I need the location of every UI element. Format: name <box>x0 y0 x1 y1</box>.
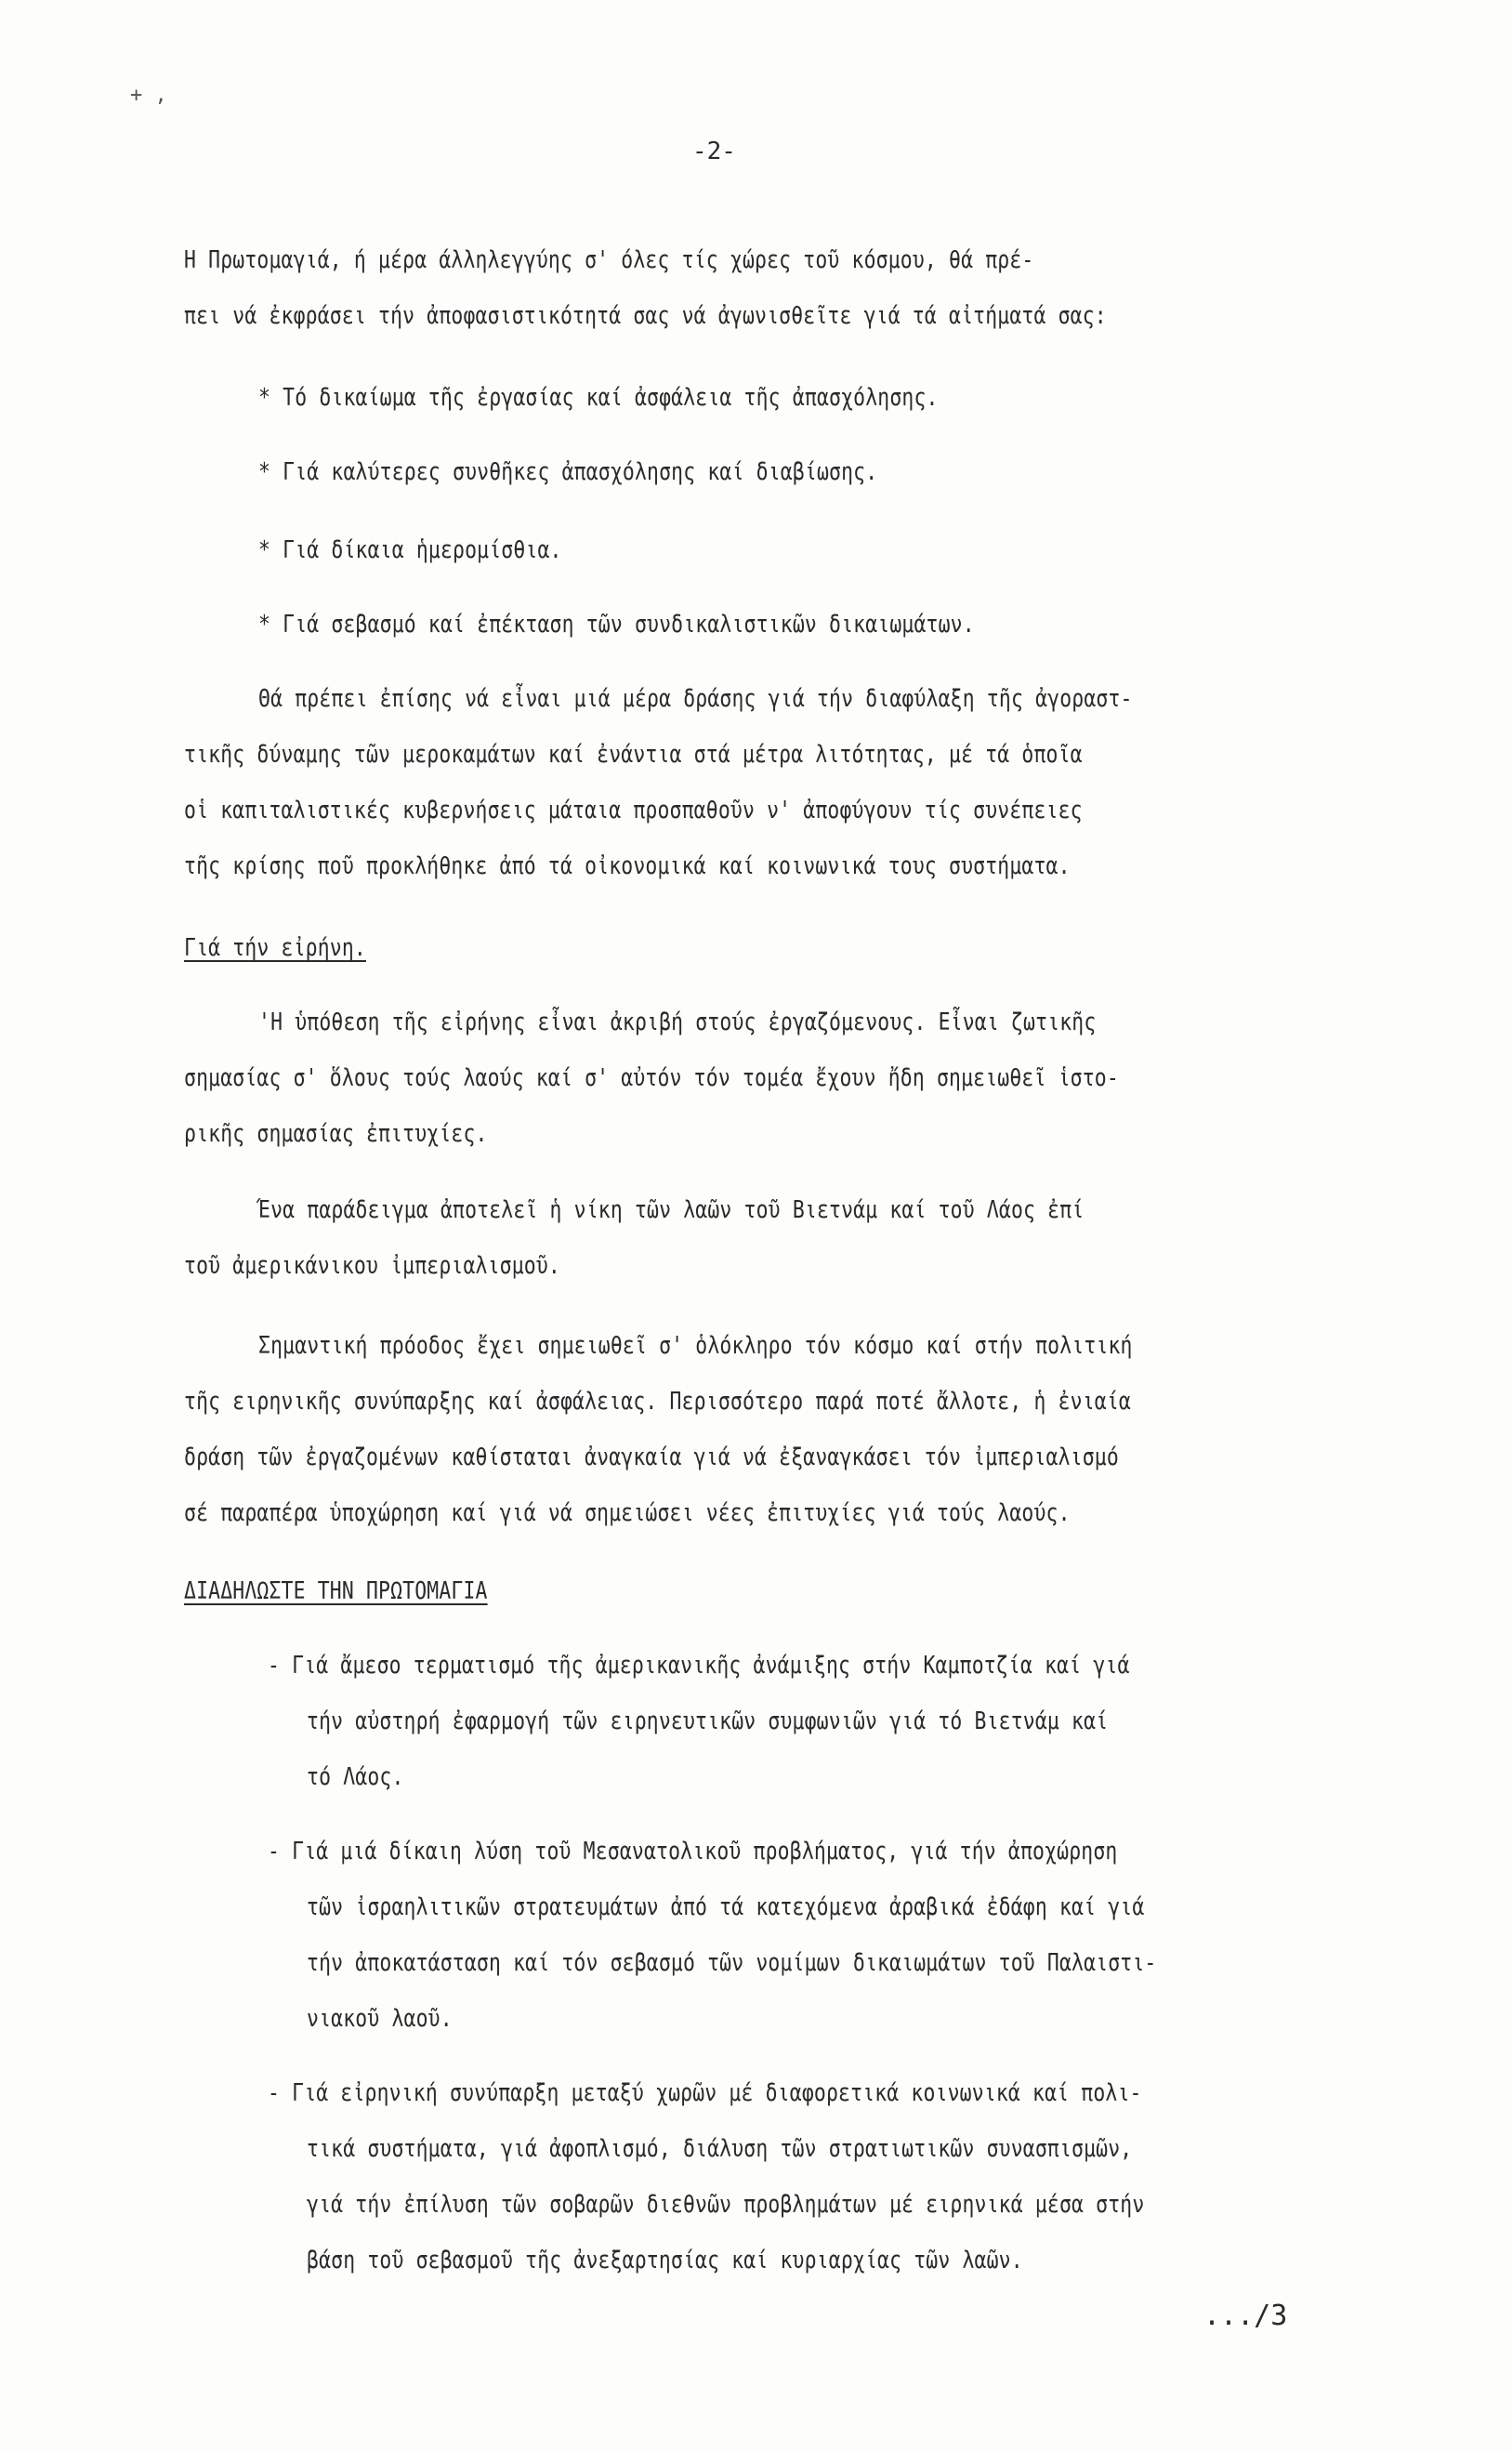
peace-p3-line-1: Σημαντική πρόοδος ἔχει σημειωθεῖ σ' ὁλόκληρο τόν κόσμο καί στήν πολιτική <box>258 1332 1133 1360</box>
dash-item-1-line-2: τήν αὐστηρή ἐφαρμογή τῶν ειρηνευτικῶν συμφωνιῶν γιά τό Βιετνάμ καί <box>307 1707 1109 1735</box>
dash-item-3-line-2: τικά συστήματα, γιά ἀφοπλισμό, διάλυση τῶν στρατιωτικῶν συνασπισμῶν, <box>307 2135 1133 2163</box>
peace-p1-line-2: σημασίας σ' ὅλους τούς λαούς καί σ' αὐτόν τόν τομέα ἔχουν ἤδη σημειωθεῖ ἱστο- <box>184 1064 1119 1092</box>
dash-item-3-line-3: γιά τήν ἐπίλυση τῶν σοβαρῶν διεθνῶν προβλημάτων μέ ειρηνικά μέσα στήν <box>307 2191 1145 2219</box>
peace-p2-line-2: τοῦ ἀμερικάνικου ἰμπεριαλισμοῦ. <box>184 1252 560 1280</box>
peace-p2-line-1: Ένα παράδειγμα ἀποτελεῖ ἡ νίκη τῶν λαῶν τοῦ Βιετνάμ καί τοῦ Λάος ἐπί <box>258 1196 1085 1224</box>
peace-p1-line-1: 'Η ὑπόθεση τῆς εἰρήνης εἶναι ἀκριβή στούς ἐργαζόμενους. Εἶναι ζωτικῆς <box>258 1008 1097 1036</box>
peace-heading: Γιά τήν εἰρήνη. <box>184 934 366 962</box>
page-number: -2- <box>692 138 736 165</box>
dash-item-1-line-1: - Γιά ἄμεσο τερματισμό τῆς ἀμερικανικῆς ἀνάμιξης στήν Καμποτζία καί γιά <box>268 1652 1130 1680</box>
purchasing-line-4: τῆς κρίσης ποῦ προκλήθηκε ἀπό τά οἰκονομικά καί κοινωνικά τους συστήματα. <box>184 852 1071 880</box>
demand-item-2: * Γιά καλύτερες συνθῆκες ἀπασχόλησης καί διαβίωσης. <box>258 458 878 486</box>
purchasing-line-3: οἱ καπιταλιστικές κυβερνήσεις μάταια προσπαθοῦν ν' ἀποφύγουν τίς συνέπειες <box>184 797 1083 824</box>
intro-line-1: Η Πρωτομαγιά, ή μέρα άλληλεγγύης σ' όλες τίς χώρες τοῦ κόσμου, θά πρέ- <box>184 246 1034 274</box>
demand-item-1: * Τό δικαίωμα τῆς ἐργασίας καί ἀσφάλεια τῆς ἀπασχόλησης. <box>258 384 939 412</box>
purchasing-line-2: τικῆς δύναμης τῶν μεροκαμάτων καί ἐνάντια στά μέτρα λιτότητας, μέ τά ὁποῖα <box>184 741 1083 769</box>
dash-item-2-line-2: τῶν ἰσραηλιτικῶν στρατευμάτων ἀπό τά κατεχόμενα ἀραβικά ἐδάφη καί γιά <box>307 1893 1145 1921</box>
margin-marks: + , <box>130 84 167 107</box>
demonstrate-heading: ΔΙΑΔΗΛΩΣΤΕ ΤΗΝ ΠΡΩΤΟΜΑΓΙΑ <box>184 1577 488 1605</box>
peace-p3-line-4: σέ παραπέρα ὑποχώρηση καί γιά νά σημειώσει νέες ἐπιτυχίες γιά τούς λαούς. <box>184 1499 1071 1527</box>
dash-item-2-line-1: - Γιά μιά δίκαιη λύση τοῦ Μεσανατολικοῦ προβλήματος, γιά τήν ἀποχώρηση <box>268 1838 1118 1865</box>
purchasing-line-1: Θά πρέπει ἐπίσης νά εἶναι μιά μέρα δράσης γιά τήν διαφύλαξη τῆς ἀγοραστ- <box>258 685 1133 713</box>
dash-item-2-line-3: τήν ἀποκατάσταση καί τόν σεβασμό τῶν νομίμων δικαιωμάτων τοῦ Παλαιστι- <box>307 1949 1157 1977</box>
intro-line-2: πει νά ἐκφράσει τήν ἀποφασιστικότητά σας νά ἀγωνισθεῖτε γιά τά αἰτήματά σας: <box>184 302 1107 330</box>
continuation-marker: .../3 <box>1203 2300 1288 2332</box>
peace-p3-line-3: δράση τῶν ἐργαζομένων καθίσταται ἀναγκαία γιά νά ἐξαναγκάσει τόν ἰμπεριαλισμό <box>184 1444 1119 1471</box>
peace-p3-line-2: τῆς ειρηνικῆς συνύπαρξης καί ἀσφάλειας. Περισσότερο παρά ποτέ ἄλλοτε, ἡ ἐνιαία <box>184 1388 1131 1416</box>
dash-item-1-line-3: τό Λάος. <box>307 1763 404 1791</box>
demand-item-4: * Γιά σεβασμό καί ἐπέκταση τῶν συνδικαλιστικῶν δικαιωμάτων. <box>258 611 975 639</box>
demand-item-3: * Γιά δίκαια ἡμερομίσθια. <box>258 536 562 564</box>
dash-item-2-line-4: νιακοῦ λαοῦ. <box>307 2005 453 2033</box>
peace-p1-line-3: ρικῆς σημασίας ἐπιτυχίες. <box>184 1120 488 1148</box>
dash-item-3-line-1: - Γιά εἰρηνική συνύπαρξη μεταξύ χωρῶν μέ διαφορετικά κοινωνικά καί πολι- <box>268 2079 1142 2107</box>
dash-item-3-line-4: βάση τοῦ σεβασμοῦ τῆς ἀνεξαρτησίας καί κυριαρχίας τῶν λαῶν. <box>307 2247 1023 2274</box>
